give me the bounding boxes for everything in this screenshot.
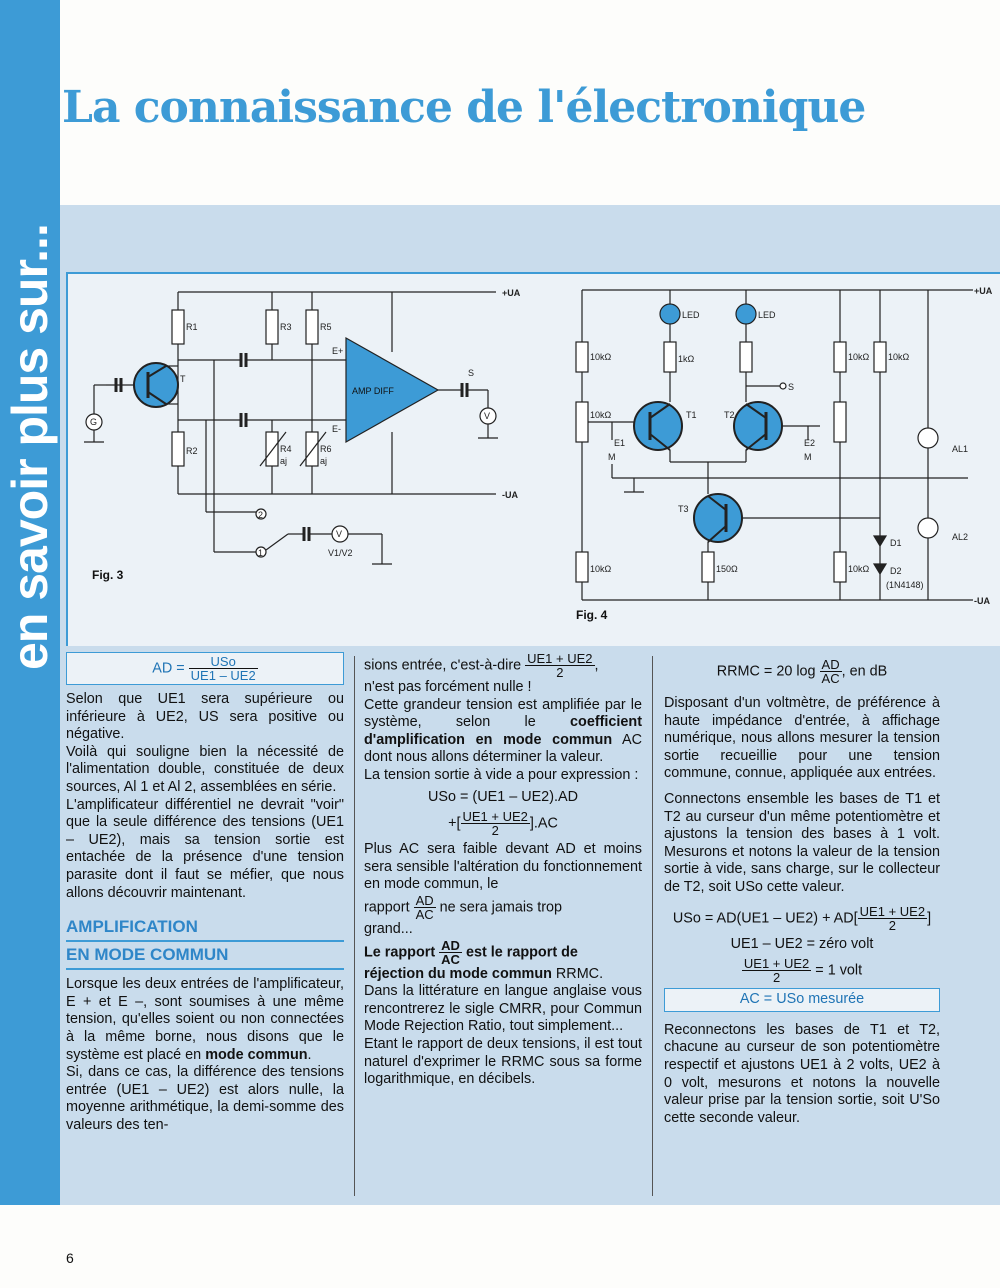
fig4-led-1-label: LED (682, 310, 700, 320)
col2-p3c: AC dont nous allons déterminer la valeur. (364, 731, 642, 766)
col2-p6a: rapport (364, 899, 410, 916)
fig3-r5 (306, 310, 318, 344)
fig4-d1-label: D1 (890, 538, 902, 548)
col2-eq2-den: 2 (491, 823, 499, 839)
fig3-r2-label: R2 (186, 446, 198, 456)
col2-eq2-pre: + (448, 815, 457, 832)
col2-paragraph-6 (364, 894, 642, 921)
col3-eq4-post: = 1 volt (815, 962, 863, 979)
fig4-label: Fig. 4 (576, 608, 608, 622)
fig4-d2-label: D2 (890, 566, 902, 576)
fig3-r1-label: R1 (186, 322, 198, 332)
fig3-r4 (266, 432, 278, 466)
fig4-r150-label: 150Ω (716, 564, 738, 574)
rrmc-eq-post: , en dB (841, 663, 888, 680)
column-separator (354, 656, 355, 1196)
col1-p4b: mode commun (205, 1046, 308, 1063)
fig4-m1-label: M (608, 452, 616, 462)
fig3-r6-label: R6 (320, 444, 332, 454)
section-heading-2: EN MODE COMMUN (66, 942, 344, 970)
fig4-r10k-5-label: 10kΩ (848, 564, 870, 574)
col2-equation-2: +[ $\frac{UE1 + UE2}{2}$ ].AC (448, 809, 558, 839)
fig4-t2 (734, 402, 782, 450)
rrmc-fraction-num: AD (821, 657, 840, 672)
rrmc-fraction-den: AC (821, 671, 840, 686)
fig4-d2 (874, 564, 886, 574)
fig4-t2-label: T2 (724, 410, 735, 420)
fig4-e2-label: E2 (804, 438, 816, 448)
col3-eq4-den: 2 (772, 970, 781, 986)
fig4-r10k-2-label: 10kΩ (590, 410, 612, 420)
fig4-r10k-4 (834, 342, 846, 372)
col2-paragraph-4: La tension sortie à vide a pour expression : (364, 766, 639, 783)
page-number: 6 (66, 1250, 74, 1266)
fig4-pot-2 (834, 402, 846, 442)
col2-paragraph-10: Etant le rapport de deux tensions, il est tout naturel d'exprimer le RRMC sous sa forme logarithmique, en décibels. (364, 1035, 642, 1088)
fig4-r10k-6 (874, 342, 886, 372)
fig3-ep-label: E+ (332, 346, 344, 356)
col1-p4a: Lorsque les deux entrées de l'amplificateur, E + et E –, sont soumises à une même tension, qu'elles soient ou non connectées à la même borne, nous disons que le système est placé en (66, 976, 344, 1063)
fig4-supply-neg: -UA (974, 596, 990, 606)
fig4-r150 (702, 552, 714, 582)
fig3-label: Fig. 3 (92, 568, 124, 582)
fig4-r10k-6-label: 10kΩ (888, 352, 910, 362)
fig3-transistor (134, 363, 178, 407)
fig3-s-label: S (468, 368, 475, 378)
col2-paragraph-7 (364, 939, 642, 966)
ad-formula-box (66, 652, 344, 685)
fig4-r10k-3 (576, 552, 588, 582)
col2-paragraph-5: Plus AC sera faible devant AD et moins sera sensible l'altération du fonctionnement en mode commun, le (364, 841, 642, 893)
ad-fraction-num: USo (189, 655, 258, 669)
fig3-pos1-label: 1 (258, 548, 264, 558)
col2-paragraph-1 (364, 652, 642, 679)
col2-fraction-1-den: 2 (556, 665, 564, 680)
col3-equation-4 (664, 957, 940, 984)
column-3 (664, 652, 940, 1127)
fig4-m2-label: M (804, 452, 812, 462)
col2-fraction-1 (525, 652, 594, 679)
col3-eq4-num: UE1 + UE2 (743, 956, 810, 972)
side-label: en savoir plus sur... (2, 224, 58, 670)
col3-eq2-fraction (858, 905, 927, 932)
fig4-r10k-3-label: 10kΩ (590, 564, 612, 574)
fig4-led-1 (660, 304, 680, 324)
col2-paragraph-6c: grand... (364, 920, 413, 937)
fig3-r3-label: R3 (280, 322, 292, 332)
col2-paragraph-2: n'est pas forcément nulle ! (364, 679, 532, 695)
fig4-al1 (918, 428, 938, 448)
ad-fraction-den: UE1 – UE2 (190, 668, 256, 683)
col3-eq2-pre: USo = AD(UE1 – UE2) + AD (672, 909, 854, 926)
ad-formula-lhs: AD = (152, 660, 185, 677)
page-title: La connaissance de l'électronique (62, 82, 866, 133)
fig4-supply-pos: +UA (974, 286, 993, 296)
column-2 (364, 652, 642, 1089)
sidebar-band (0, 0, 60, 1205)
col1-paragraph-4 (66, 976, 344, 1064)
section-heading-1: AMPLIFICATION (66, 914, 344, 942)
col1-paragraph-5: Si, dans ce cas, la différence des tensions entrée (UE1 – UE2) est alors nulle, la moyenne arithmétique, la demi-somme des valeurs des ten- (66, 1064, 344, 1133)
col2-fraction-3 (439, 939, 462, 966)
col2-p7a: Le rapport (364, 943, 436, 960)
fig3-t-label: T (180, 374, 186, 384)
col2-fraction-1-num: UE1 + UE2 (527, 651, 593, 666)
column-separator (652, 656, 653, 1196)
rrmc-fraction (820, 658, 842, 685)
col3-paragraph-3: Reconnectons les bases de T1 et T2, chacune au curseur de son potentiomètre respectif et ajustons UE1 à 2 volts, UE2 à 0 volt, mesurons et notons la nouvelle valeur prise par la tension sortie, soit U'So cette seconde valeur. (664, 1021, 940, 1126)
col3-paragraph-1: Disposant d'un voltmètre, de préférence à haute impédance d'entrée, à affichage numérique, nous allons mesurer la tension sortie recueillie pour une tension commune, connue, appliquée aux entrées. (664, 695, 940, 782)
ad-fraction (189, 655, 258, 682)
fig3-supply-neg: -UA (502, 490, 518, 500)
fig4-s-label: S (788, 382, 795, 392)
col3-equation-2: USo = AD(UE1 – UE2) + AD[ $\frac{UE1 + UE2}{2}$ ] (672, 903, 932, 933)
col2-p1b: , (594, 657, 599, 674)
fig3-v2-label: V (336, 529, 343, 539)
fig4-al2-label: AL2 (952, 532, 969, 542)
col3-eq4-fraction (742, 957, 811, 984)
col2-paragraph-3 (364, 697, 642, 767)
fig4-r10k-5 (834, 552, 846, 582)
fig4-e1-label: E1 (614, 438, 626, 448)
col3-equation-3: UE1 – UE2 = zéro volt (730, 935, 874, 952)
fig4-schematic (568, 282, 1000, 612)
fig4-r10k-2 (576, 402, 588, 442)
fig4-diode-label: (1N4148) (886, 580, 924, 590)
col2-paragraph-9: Dans la littérature en langue anglaise vous rencontrerez le sigle CMRR, pour Commun Mode Rejection Ratio, tout simplement... (364, 983, 642, 1035)
rrmc-equation (664, 658, 940, 685)
fig3-r6 (306, 432, 318, 466)
col3-eq2-num: UE1 + UE2 (859, 903, 926, 919)
fig4-t1 (634, 402, 682, 450)
fig4-al2 (918, 518, 938, 538)
col2-eq2-fraction (461, 810, 530, 837)
fig3-g-label: G (90, 417, 98, 427)
col2-p8b: RRMC. (555, 965, 604, 982)
fig3-schematic (76, 282, 546, 582)
fig4-r10k-4-label: 10kΩ (848, 352, 870, 362)
fig3-r4-label: R4 (280, 444, 292, 454)
col2-p7b: est le rapport de (465, 943, 578, 960)
fig4-t3 (694, 494, 742, 542)
fig4-t1-label: T1 (686, 410, 697, 420)
col2-fraction-3-num: AD (441, 937, 460, 953)
fig3-r3 (266, 310, 278, 344)
col3-paragraph-2: Connectons ensemble les bases de T1 et T2 au curseur d'un même potentiomètre et ajustons la tension des bases à 1 volt. Mesurons et notons la valeur de la tension sortie à vide, sans charge, sur le collecteur de T2, soit USo cette valeur. (664, 790, 940, 895)
fig4-r10k-1-label: 10kΩ (590, 352, 612, 362)
col2-p1a: sions entrée, c'est-à-dire (364, 657, 522, 674)
fig4-d1 (874, 536, 886, 546)
fig3-r2 (172, 432, 184, 466)
col2-fraction-3-den: AC (441, 951, 460, 967)
fig4-r1k-label: 1kΩ (678, 354, 695, 364)
col2-p3a: Cette grandeur tension est amplifiée par le système, selon le (364, 696, 642, 731)
col2-paragraph-8 (364, 966, 642, 984)
col2-fraction-2 (414, 894, 436, 921)
fig4-led-2-label: LED (758, 310, 776, 320)
col1-paragraph-3: L'amplificateur différentiel ne devrait "voir" que la seule différence des tensions (UE1 – UE2), mais sa tension sortie est entachée de la présence d'une tension parasite dont il faut se méfier, que nous allons découvrir maintenant. (66, 796, 344, 901)
fig3-supply-pos: +UA (502, 288, 521, 298)
fig4-r10k-1 (576, 342, 588, 372)
col2-equation-1: USo = (UE1 – UE2).AD (428, 788, 578, 805)
fig3-aj1-label: aj (280, 456, 288, 466)
col2-fraction-2-den: AC (415, 906, 434, 922)
figure-frame (66, 272, 1000, 646)
fig4-led-2 (736, 304, 756, 324)
col2-fraction-2-num: AD (415, 892, 434, 908)
fig3-v1v2-label: V1/V2 (328, 548, 353, 558)
rrmc-eq-pre: RRMC = 20 log (716, 663, 816, 680)
fig3-aj2-label: aj (320, 456, 328, 466)
fig3-pos2-label: 2 (258, 510, 264, 520)
col2-p8a: réjection du mode commun (364, 965, 552, 982)
col3-eq2-den: 2 (888, 917, 896, 933)
col2-eq2-post: .AC (533, 815, 558, 832)
fig3-r1 (172, 310, 184, 344)
fig4-r-led2 (740, 342, 752, 372)
col2-p3b: coefficient d'amplification en mode commun (364, 714, 642, 748)
fig3-v-label: V (484, 411, 491, 421)
fig4-al1-label: AL1 (952, 444, 969, 454)
col2-p6b: ne sera jamais trop (439, 899, 563, 916)
fig3-amp-label: AMP DIFF (352, 386, 394, 396)
col2-eq2-num: UE1 + UE2 (462, 809, 528, 825)
column-1 (66, 652, 344, 1134)
fig4-t3-label: T3 (678, 504, 689, 514)
col1-paragraph-1: Selon que UE1 sera supérieure ou inférieure à UE2, US sera positive ou négative. (66, 691, 344, 743)
col1-p4c: . (307, 1046, 312, 1063)
fig3-em-label: E- (332, 424, 341, 434)
fig4-r1k (664, 342, 676, 372)
ac-box: AC = USo mesurée (664, 988, 940, 1012)
col1-paragraph-2: Voilà qui souligne bien la nécessité de l'alimentation double, constituée de deux sources, Al 1 et Al 2, assemblées en série. (66, 743, 344, 795)
fig3-r5-label: R5 (320, 322, 332, 332)
